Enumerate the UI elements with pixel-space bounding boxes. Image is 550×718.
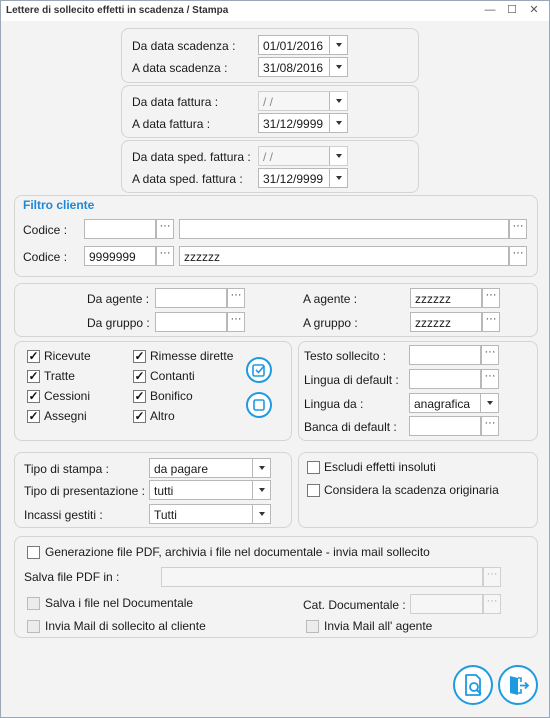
window-title: Lettere di sollecito effetti in scadenza / Stampa <box>6 5 229 16</box>
ricevute-checkbox[interactable]: ✓ <box>28 349 39 363</box>
da-gruppo-label: Da gruppo : <box>87 316 150 330</box>
a-agente-label: A agente : <box>303 292 358 306</box>
exit-door-icon <box>500 667 536 703</box>
opzioni-panel <box>298 452 538 528</box>
lingua-default-field[interactable] <box>409 369 481 389</box>
codice-to-field[interactable]: 9999999 <box>84 246 156 266</box>
date-fattura-panel <box>121 85 419 138</box>
to-sped-label: A data sped. fattura : <box>132 172 243 186</box>
from-scadenza-field[interactable]: 01/01/2016 <box>258 35 348 55</box>
salva-pdf-field[interactable] <box>161 567 483 587</box>
a-agente-lookup-button[interactable]: ··· <box>482 288 500 308</box>
chevron-down-icon[interactable] <box>329 58 347 76</box>
date-sped-panel <box>121 140 419 193</box>
testo-sollecito-field[interactable] <box>409 345 481 365</box>
from-scadenza-label: Da data scadenza : <box>132 39 236 53</box>
to-sped-field[interactable]: 31/12/9999 <box>258 168 348 188</box>
codice-to-label: Codice : <box>23 250 68 264</box>
da-gruppo-field[interactable] <box>155 312 227 332</box>
invia-mail-agente-label: Invia Mail all' agente <box>324 619 433 633</box>
generazione-pdf-label: Generazione file PDF, archivia i file nel documentale - invia mail sollecito <box>45 545 430 559</box>
da-agente-label: Da agente : <box>87 292 150 306</box>
tipo-presentazione-select[interactable]: tutti <box>149 480 271 500</box>
cat-documentale-field[interactable] <box>410 594 483 614</box>
chevron-down-icon[interactable] <box>329 169 347 187</box>
from-fattura-field[interactable]: / / <box>258 91 348 111</box>
banca-default-lookup-button[interactable]: ··· <box>481 416 499 436</box>
altro-checkbox[interactable]: ✓ <box>134 409 145 423</box>
chevron-down-icon[interactable] <box>480 394 498 412</box>
incassi-gestiti-label: Incassi gestiti : <box>24 508 103 522</box>
assegni-checkbox[interactable]: ✓ <box>28 409 39 423</box>
agenti-panel <box>14 283 538 337</box>
invia-mail-cliente-label: Invia Mail di sollecito al cliente <box>45 619 206 633</box>
tipo-stampa-label: Tipo di stampa : <box>24 462 109 476</box>
cliente-to-name-field[interactable]: zzzzzz <box>179 246 509 266</box>
codice-from-label: Codice : <box>23 223 68 237</box>
salva-documentale-label: Salva i file nel Documentale <box>45 596 194 610</box>
a-gruppo-lookup-button[interactable]: ··· <box>482 312 500 332</box>
da-agente-lookup-button[interactable]: ··· <box>227 288 245 308</box>
chevron-down-icon[interactable] <box>329 147 347 165</box>
tipo-stampa-select[interactable]: da pagare <box>149 458 271 478</box>
chevron-down-icon[interactable] <box>252 459 270 477</box>
title-bar <box>1 1 549 21</box>
tratte-checkbox[interactable]: ✓ <box>28 369 39 383</box>
preview-button[interactable] <box>453 665 493 705</box>
assegni-label: Assegni <box>44 409 87 423</box>
ricevute-label: Ricevute <box>44 349 91 363</box>
altro-label: Altro <box>150 409 175 423</box>
chevron-down-icon[interactable] <box>252 481 270 499</box>
codice-from-field[interactable] <box>84 219 156 239</box>
stampa-panel <box>14 452 292 528</box>
from-sped-field[interactable]: / / <box>258 146 348 166</box>
chevron-down-icon[interactable] <box>252 505 270 523</box>
lingua-da-select[interactable]: anagrafica <box>409 393 499 413</box>
da-agente-field[interactable] <box>155 288 227 308</box>
tratte-label: Tratte <box>44 369 75 383</box>
banca-default-field[interactable] <box>409 416 481 436</box>
exit-button[interactable] <box>498 665 538 705</box>
lingua-default-lookup-button[interactable]: ··· <box>481 369 499 389</box>
scadenza-originaria-checkbox[interactable] <box>307 484 320 497</box>
scadenza-originaria-label: Considera la scadenza originaria <box>324 483 499 497</box>
chevron-down-icon[interactable] <box>329 114 347 132</box>
lingua-default-label: Lingua di default : <box>304 373 399 387</box>
escludi-insoluti-checkbox[interactable] <box>307 461 320 474</box>
escludi-insoluti-label: Escludi effetti insoluti <box>324 460 436 474</box>
cessioni-checkbox[interactable]: ✓ <box>28 389 39 403</box>
filtro-cliente-title: Filtro cliente <box>23 198 95 212</box>
rimesse-dirette-label: Rimesse dirette <box>150 349 234 363</box>
chevron-down-icon[interactable] <box>329 36 347 54</box>
invia-mail-cliente-checkbox[interactable] <box>27 620 40 633</box>
codice-from-lookup-button[interactable]: ··· <box>156 219 174 239</box>
cessioni-label: Cessioni <box>44 389 91 403</box>
contanti-label: Contanti <box>150 369 195 383</box>
cliente-from-name-field[interactable] <box>179 219 509 239</box>
cliente-to-lookup-button[interactable]: ··· <box>509 246 527 266</box>
to-scadenza-label: A data scadenza : <box>132 61 228 75</box>
date-scadenza-panel <box>121 28 419 83</box>
tipo-presentazione-label: Tipo di presentazione : <box>24 484 145 498</box>
generazione-pdf-checkbox[interactable] <box>27 546 40 559</box>
maximize-icon[interactable]: ☐ <box>507 4 517 16</box>
print-preview-icon <box>455 667 491 703</box>
testo-sollecito-label: Testo sollecito : <box>304 349 387 363</box>
bonifico-label: Bonifico <box>150 389 193 403</box>
salva-documentale-checkbox[interactable] <box>27 597 40 610</box>
to-scadenza-field[interactable]: 31/08/2016 <box>258 57 348 77</box>
uncheck-all-icon <box>248 394 270 416</box>
from-fattura-label: Da data fattura : <box>132 95 219 109</box>
cat-documentale-label: Cat. Documentale : <box>303 598 406 612</box>
cat-documentale-lookup-button[interactable]: ··· <box>483 594 501 614</box>
testo-sollecito-lookup-button[interactable]: ··· <box>481 345 499 365</box>
rimesse-dirette-checkbox[interactable]: ✓ <box>134 349 145 363</box>
to-fattura-label: A data fattura : <box>132 117 211 131</box>
cliente-from-lookup-button[interactable]: ··· <box>509 219 527 239</box>
contanti-checkbox[interactable]: ✓ <box>134 369 145 383</box>
a-gruppo-label: A gruppo : <box>303 316 358 330</box>
banca-default-label: Banca di default : <box>304 420 397 434</box>
codice-to-lookup-button[interactable]: ··· <box>156 246 174 266</box>
sollecito-panel <box>298 341 538 441</box>
tipi-effetto-panel <box>14 341 292 441</box>
a-gruppo-field[interactable]: zzzzzz <box>410 312 482 332</box>
bonifico-checkbox[interactable]: ✓ <box>134 389 145 403</box>
check-all-icon <box>248 359 270 381</box>
pdf-panel <box>14 536 538 638</box>
chevron-down-icon[interactable] <box>329 92 347 110</box>
select-all-button[interactable] <box>246 357 272 383</box>
invia-mail-agente-checkbox[interactable] <box>306 620 319 633</box>
filtro-cliente-panel <box>14 195 538 277</box>
salva-pdf-label: Salva file PDF in : <box>24 570 120 584</box>
from-sped-label: Da data sped. fattura : <box>132 150 251 164</box>
minimize-icon[interactable]: — <box>484 4 496 16</box>
to-fattura-field[interactable]: 31/12/9999 <box>258 113 348 133</box>
incassi-gestiti-select[interactable]: Tutti <box>149 504 271 524</box>
da-gruppo-lookup-button[interactable]: ··· <box>227 312 245 332</box>
a-agente-field[interactable]: zzzzzz <box>410 288 482 308</box>
lingua-da-label: Lingua da : <box>304 397 364 411</box>
close-icon[interactable]: ✕ <box>529 4 539 16</box>
salva-pdf-browse-button[interactable]: ··· <box>483 567 501 587</box>
deselect-all-button[interactable] <box>246 392 272 418</box>
